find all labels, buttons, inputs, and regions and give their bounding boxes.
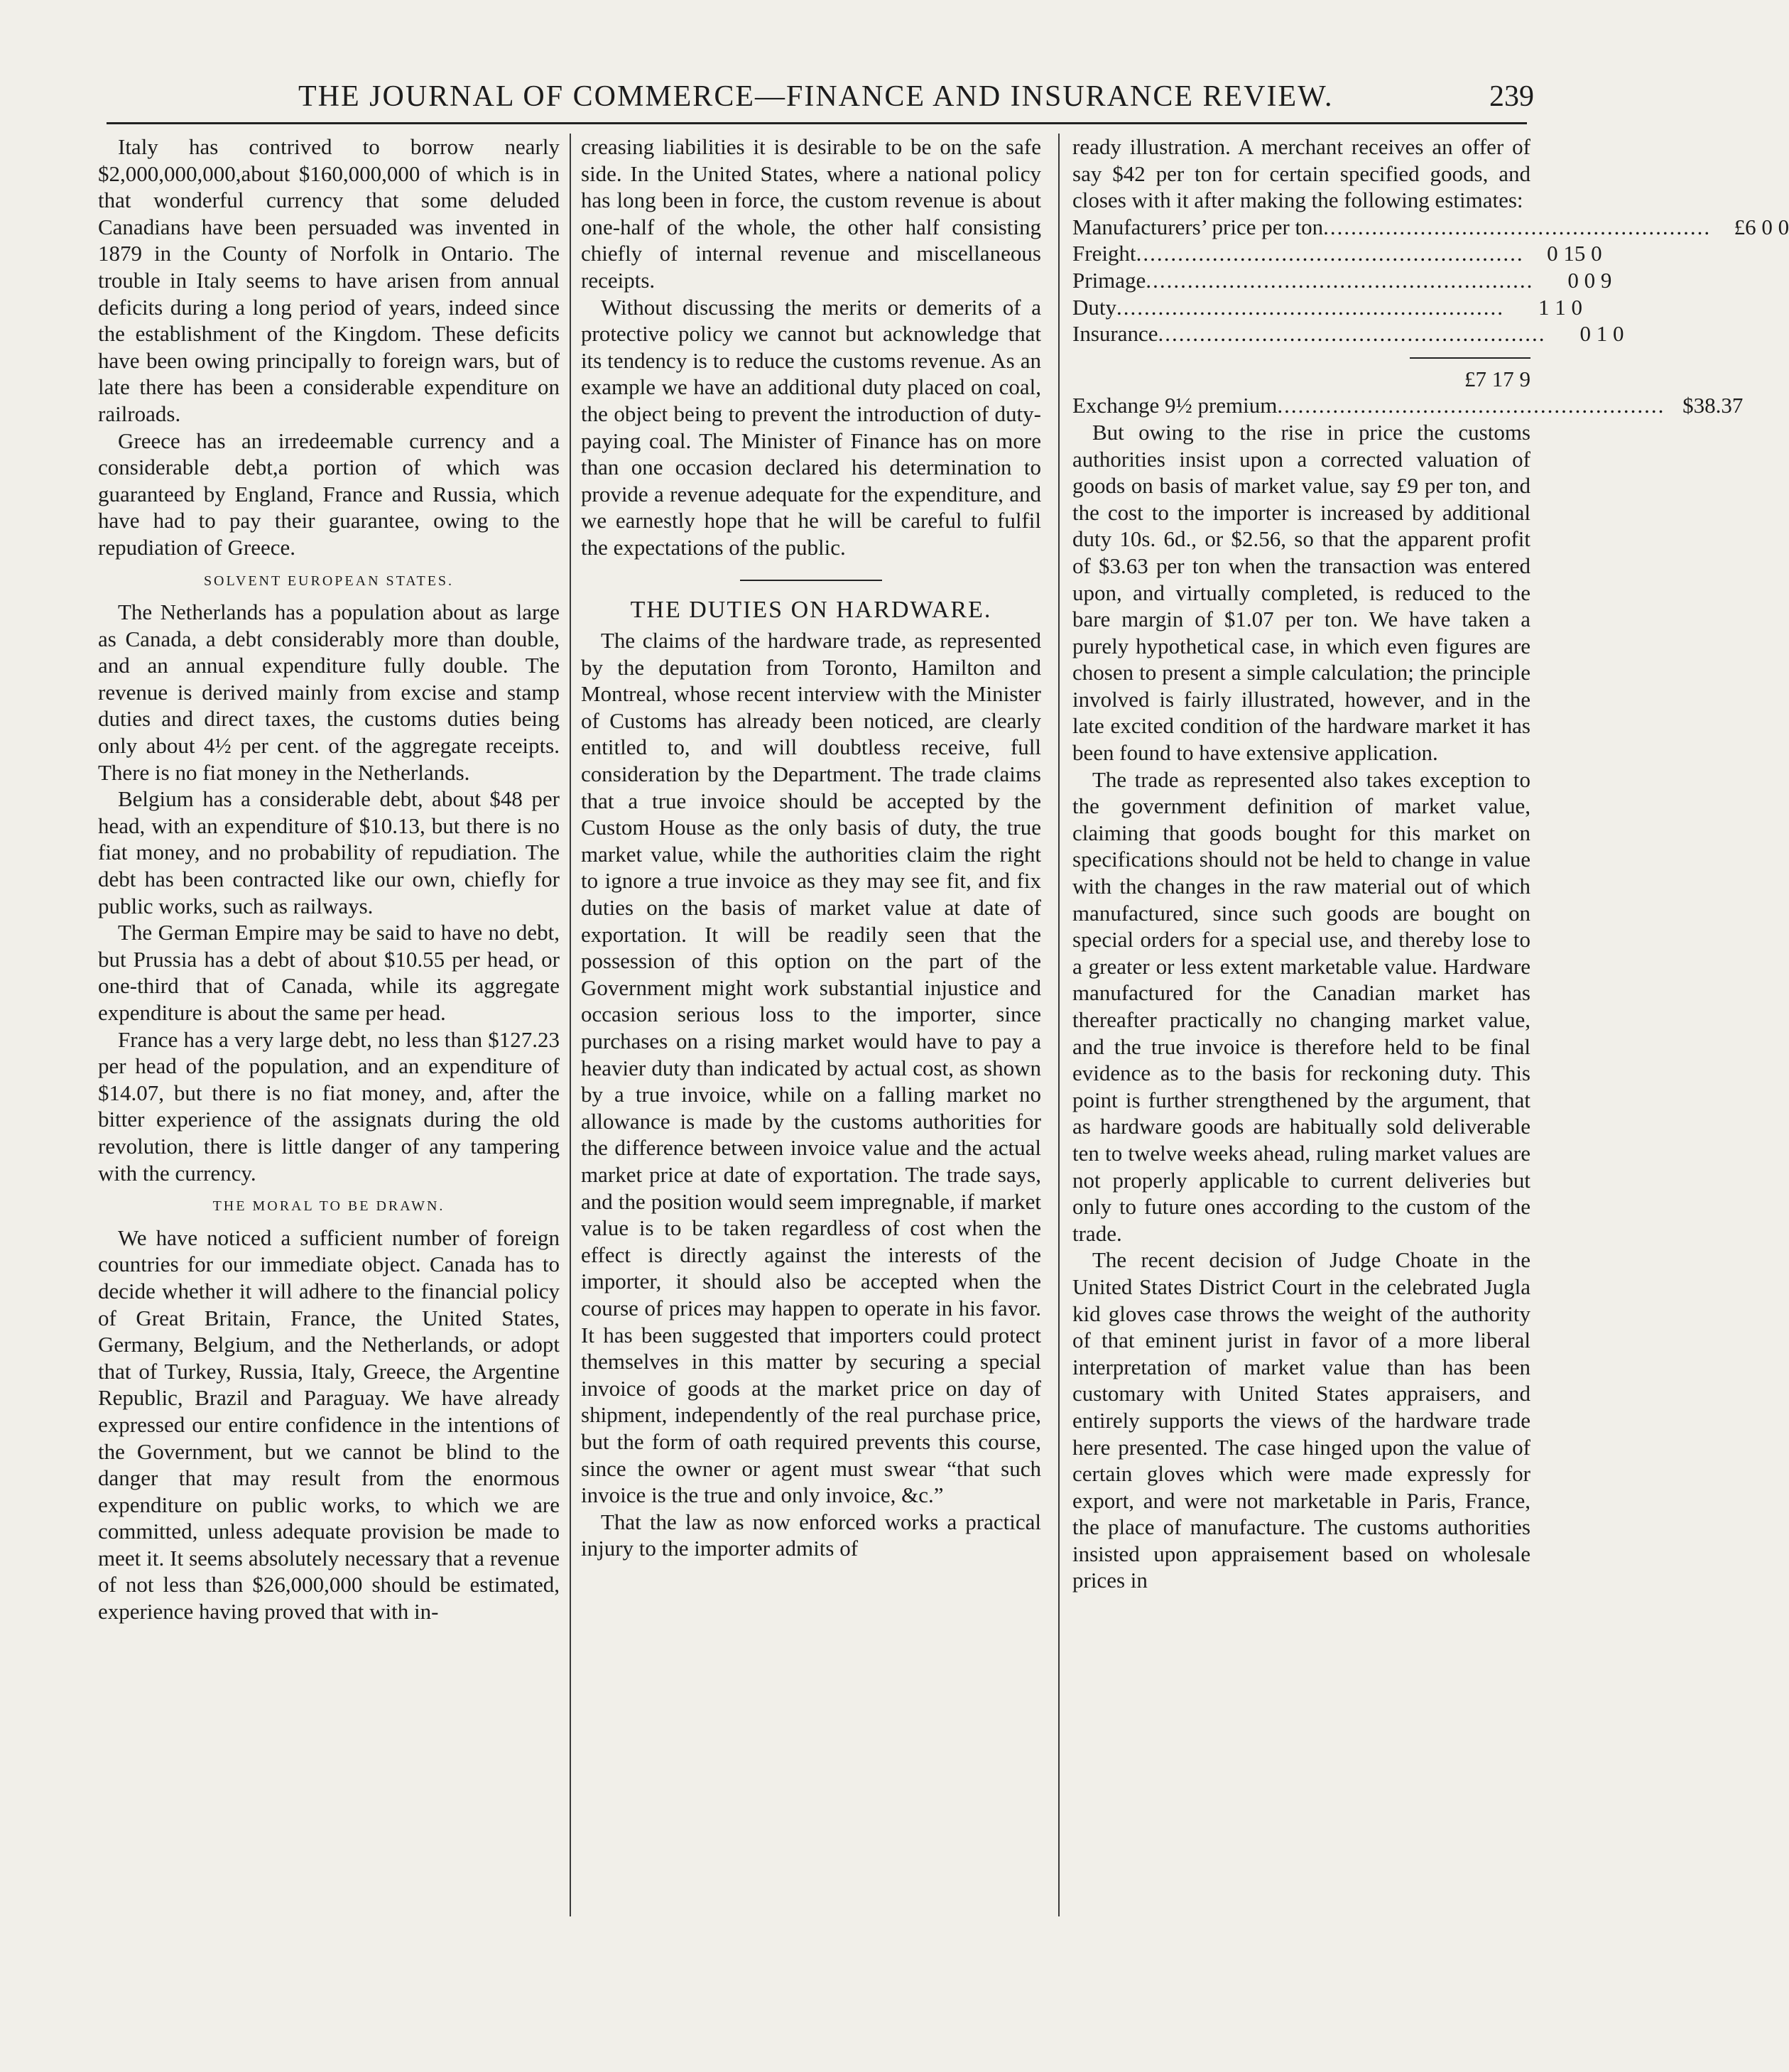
paragraph-owing-to-rise: But owing to the rise in price the customs authorities insist upon a corrected valuation of goods on basis of market value, say £9 per ton, and the cost to the importer is increased by additional duty 10s. 6d., or $2.56, so that the apparent profit of $3.63 per ton when the transaction was entered upon, and virtually completed, is reduced to the bare margin of $1.07 per ton. We have taken a purely hypothetical case, in which even figures are chosen to present a simple calculation; the principle involved is fairly illustrated, however, and in the late excited condition of the hardware market it has been found to have extensive application. [1072, 419, 1530, 766]
estimate-row: Duty ........................................................ 1 1 0 [1072, 294, 1582, 320]
column-left [98, 134, 560, 2066]
paragraph-market-value-definition: The trade as represented also takes exception to the government definition of market value, claiming that goods bought for this market on specifications should not be held to change in value with the changes in the raw material out of which manufactured, since such goods are bought on special orders for a special use, and thereby lose to a greater or less extent marketable value. Hardware manufactured for the Canadian market has thereafter practically no changing market value, and the true invoice is therefore held to be final evidence as to the basis for reckoning duty. This point is further strengthened by the argument, that as hardware goods are habitually sold deliverable ten to twelve weeks ahead, ruling market values are not properly applicable to current deliveries but only to future ones according to the custom of the trade. [1072, 766, 1530, 1246]
running-title: THE JOURNAL OF COMMERCE—FINANCE AND INSURANCE REVIEW. [298, 80, 1334, 113]
estimate-amount: £6 0 0 [1734, 214, 1789, 239]
column-right [1072, 134, 1789, 2066]
exchange-row: Exchange 9½ premium ........................................................ $38.37 [1072, 393, 1744, 418]
paragraph-belgium: Belgium has a considerable debt, about $48 per head, with an expenditure of $10.13, but there is no fiat money, and no probability of repudiation. The debt has been contracted like our own, chiefly for public works, such as railways. [98, 786, 560, 918]
header-rule [107, 122, 1527, 124]
estimate-amount: 0 1 0 [1579, 321, 1624, 347]
paragraph-continued: creasing liabilities it is desirable to be on the safe side. In the United States, where a national policy has long been in force, the custom revenue is about one-half of the whole, the other half consisting chiefly of internal revenue and miscellaneous receipts. [581, 134, 1041, 293]
sum-rule [1410, 357, 1530, 359]
estimate-amount: 0 15 0 [1547, 241, 1602, 266]
exchange-label: Exchange 9½ premium [1072, 393, 1278, 418]
estimate-total: £7 17 9 [1464, 366, 1530, 391]
estimate-row: Primage ........................................................ 0 0 9 [1072, 267, 1612, 293]
paragraph-france: France has a very large debt, no less than $127.23 per head of the population, and an expenditure of $14.07, but there is no fiat money, and, after the bitter experience of the assignats during the old revolution, there is little danger of any tampering with the currency. [98, 1026, 560, 1186]
paragraph-judge-choate: The recent decision of Judge Choate in the United States District Court in the celebrated Jugla kid gloves case throws the weight of the authority of that eminent jurist in favor of a more liberal interpretation of market value than has been customary with United States appraisers, and entirely supports the views of the hardware trade here presented. The case hinged upon the value of certain gloves which were made expressly for export, and were not marketable in Paris, France, the place of manufacture. The customs authorities insisted upon appraisement based on wholesale prices in [1072, 1247, 1530, 1593]
paragraph-germany: The German Empire may be said to have no debt, but Prussia has a debt of about $10.55 per head, or one-third that of Canada, while its aggregate expenditure is about the same per head. [98, 920, 560, 1025]
estimate-label: Manufacturers’ price per ton [1072, 214, 1324, 239]
subheading-moral: THE MORAL TO BE DRAWN. [212, 1198, 445, 1215]
estimates-table [1072, 214, 1789, 419]
page-header [107, 80, 1534, 122]
paragraph-italy: Italy has contrived to borrow nearly $2,000,000,000,about $160,000,000 of which is in that wonderful currency that some deluded Canadians have been persuaded was invented in 1879 in the County of Norfolk in Ontario. The trouble in Italy seems to have arisen from annual deficits during a long period of years, indeed since the establishment of the Kingdom. These deficits have been owing principally to foreign wars, but of late there has been a considerable expenditure on railroads. [98, 134, 560, 426]
page-number: 239 [1489, 80, 1534, 113]
paragraph-netherlands: The Netherlands has a population about as large as Canada, a debt considerably more than double, and an annual expenditure fully double. The revenue is derived mainly from excise and stamp duties and direct taxes, the customs duties being only about 4½ per cent. of the aggregate receipts. There is no fiat money in the Netherlands. [98, 600, 560, 785]
paragraph-ready-illustration: ready illustration. A merchant receives an offer of say $42 per ton for certain specified goods, and closes with it after making the following estimates: [1072, 134, 1530, 213]
exchange-amount: $38.37 [1682, 393, 1744, 418]
estimate-row: Freight ........................................................ 0 15 0 [1072, 241, 1602, 266]
paragraph-moral: We have noticed a sufficient number of foreign countries for our immediate object. Canada has to decide whether it will adhere to the financial policy of Great Britain, France, the United States, Germany, Belgium, and the Netherlands, or adopt that of Turkey, Russia, Italy, Greece, the Argentine Republic, Brazil and Paraguay. We have already expressed our entire confidence in the intentions of the Government, but we cannot be blind to the danger that may result from the enormous expenditure on public works, to which we are committed, unless adequate provision be made to meet it. It seems absolutely necessary that a revenue of not less than $26,000,000 should be estimated, experience having proved that with in- [98, 1225, 560, 1624]
paragraph-greece: Greece has an irredeemable currency and a considerable debt,a portion of which was guaranteed by England, France and Russia, which have had to pay their guarantee, owing to the repudiation of Greece. [98, 428, 560, 560]
estimate-label: Freight [1072, 241, 1136, 266]
estimate-amount: 0 0 9 [1567, 267, 1612, 293]
column-divider [1058, 134, 1060, 1916]
column-middle [581, 134, 1041, 2066]
paragraph-protective-policy: Without discussing the merits or demerits of a protective policy we cannot but acknowledge that its tendency is to reduce the customs revenue. As an example we have an additional duty placed on coal, the object being to prevent the introduction of duty-paying coal. The Minister of Finance has on more than one occasion declared his determination to provide a revenue adequate for the expenditure, and we earnestly hope that he will be careful to fulfil the expectations of the public. [581, 294, 1041, 560]
estimate-row: Insurance ........................................................ 0 1 0 [1072, 321, 1624, 347]
paragraph-hardware-claims: The claims of the hardware trade, as represented by the deputation from Toronto, Hamilton and Montreal, whose recent interview with the Minister of Customs has already been noticed, are clearly entitled to, and will doubtless receive, full consideration by the Department. The trade claims that a true invoice should be accepted by the Custom House as the only basis of duty, the true market value, while the authorities claim the right to ignore a true invoice as they may see fit, and fix duties on the basis of market value at date of exportation. It will be readily seen that the possession of this option on the part of the Government might work substantial injustice and occasion serious loss to the importer, since purchases on a rising market would have to pay a heavier duty than indicated by actual cost, as shown by a true invoice, while on a falling market no allowance is made by the customs authorities for the difference between invoice value and the actual market price at date of exportation. The trade says, and the position would seem impregnable, if market value is to be taken regardless of cost when the effect is directly against the interests of the importer, it should also be accepted when the course of prices may happen to operate in his favor. It has been suggested that importers could protect themselves in this matter by securing a special invoice of goods at the market price on day of shipment, independently of the real purchase price, but the form of oath required prevents this course, since the owner or agent must swear “that such invoice is the true and only invoice, &c.” [581, 628, 1041, 1508]
column-divider [570, 134, 571, 1916]
section-divider [740, 580, 882, 581]
paragraph-law-enforced: That the law as now enforced works a practical injury to the importer admits of [581, 1509, 1041, 1561]
estimate-row: Manufacturers’ price per ton ........................................................ £6 0 0 [1072, 214, 1789, 239]
estimate-label: Primage [1072, 267, 1146, 293]
estimate-label: Insurance [1072, 321, 1158, 347]
estimate-amount: 1 1 0 [1538, 294, 1582, 320]
subheading-solvent-states: SOLVENT EUROPEAN STATES. [203, 573, 455, 589]
heading-duties-on-hardware: THE DUTIES ON HARDWARE. [630, 596, 992, 623]
estimate-label: Duty [1072, 294, 1116, 320]
